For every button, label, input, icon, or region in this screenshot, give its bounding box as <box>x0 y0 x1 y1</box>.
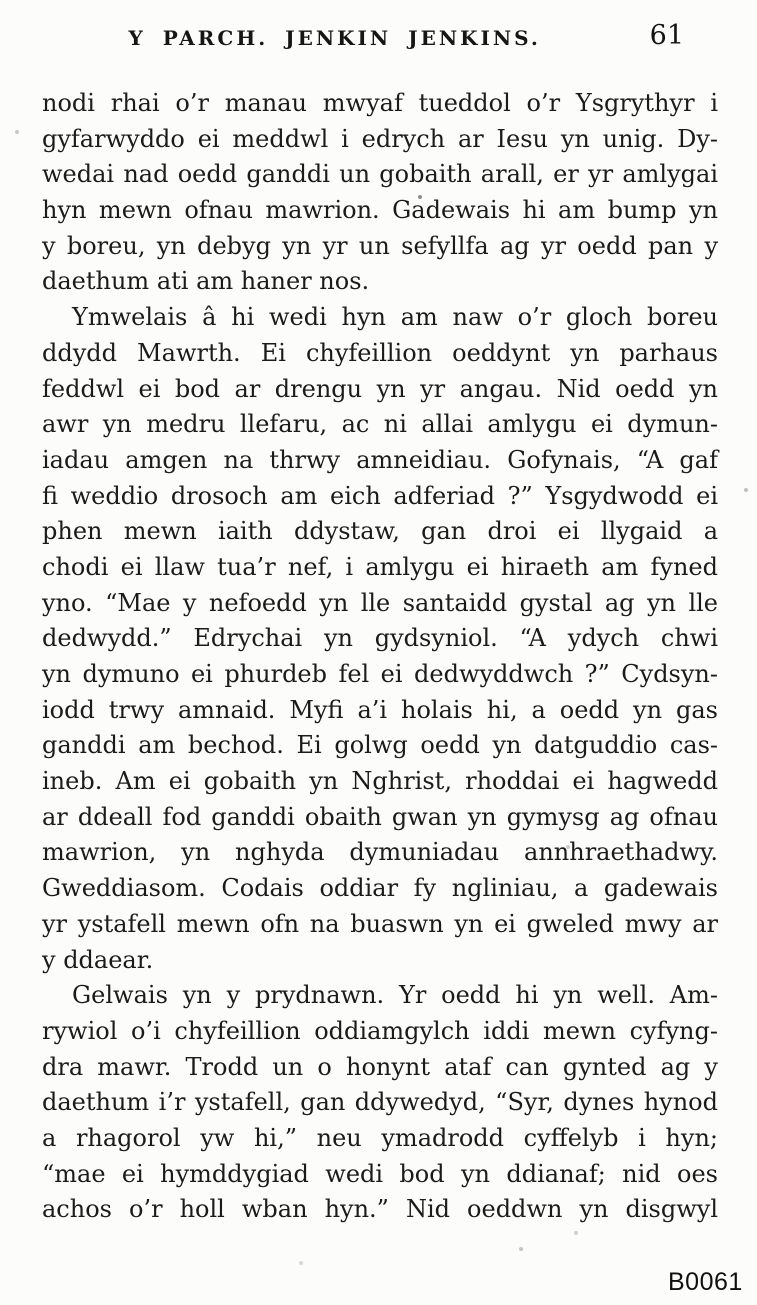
paper-specks <box>0 0 2 2</box>
text-line: Gweddiasom. Codais oddiar fy ngliniau, a gadewais <box>42 874 718 903</box>
text-line: fi weddio drosoch am eich adferiad ?” Ysgydwodd ei <box>42 481 718 510</box>
text-line: ineb. Am ei gobaith yn Nghrist, rhoddai ei hagwedd <box>42 767 718 796</box>
text-line: nodi rhai o’r manau mwyaf tueddol o’r Ysgrythyr i <box>42 89 718 117</box>
text-line: ddydd Mawrth. Ei chyfeillion oeddynt yn parhaus <box>42 338 718 367</box>
text-line: yno. “Mae y nefoedd yn lle santaidd gystal ag yn lle <box>42 588 718 617</box>
text-line: y ddaear. <box>42 945 154 974</box>
text-line: iodd trwy amnaid. Myfi a’i holais hi, a oedd yn gas <box>42 695 718 724</box>
text-line: ganddi am bechod. Ei golwg oedd yn datguddio cas- <box>42 731 718 760</box>
text-line: “mae ei hymddygiad wedi bod yn ddianaf; nid oes <box>42 1159 718 1188</box>
text-line: y boreu, yn debyg yn yr un sefyllfa ag yr oedd pan y <box>42 231 718 260</box>
text-line: dedwydd.” Edrychai yn gydsyniol. “A ydych chwi <box>42 624 718 653</box>
page-number: 61 <box>649 20 684 51</box>
text-line: rywiol o’i chyfeillion oddiamgylch iddi mewn cyfyng- <box>42 1016 718 1045</box>
text-line: phen mewn iaith ddystaw, gan droi ei llygaid a <box>42 517 718 546</box>
text-line: Ymwelais â hi wedi hyn am naw o’r gloch boreu <box>72 303 718 332</box>
text-line: mawrion, yn nghyda dymuniadau annhraethadwy. <box>42 838 718 867</box>
scan-id-watermark: B0061 <box>668 1268 743 1296</box>
text-line: daethum ati am haner nos. <box>42 267 370 296</box>
header-title: Y PARCH. JENKIN JENKINS. <box>128 26 541 50</box>
text-block <box>42 86 718 1228</box>
text-line: yr ystafell mewn ofn na buaswn yn ei gweled mwy ar <box>42 909 718 938</box>
text-line: gyfarwyddo ei meddwl i edrych ar Iesu yn unig. Dy- <box>42 124 718 153</box>
text-line: hyn mewn ofnau mawrion. Gadewais hi am bump yn <box>42 196 718 225</box>
text-line: a rhagorol yw hi,” neu ymadrodd cyffelyb i hyn; <box>42 1123 718 1152</box>
text-line: Gelwais yn y prydnawn. Yr oedd hi yn well. Am- <box>72 981 718 1010</box>
running-header <box>42 20 718 54</box>
text-line: iadau amgen na thrwy amneidiau. Gofynais, “A gaf <box>42 445 718 474</box>
text-line: yn dymuno ei phurdeb fel ei dedwyddwch ?” Cydsyn- <box>42 660 718 688</box>
text-line: achos o’r holl wban hyn.” Nid oeddwn yn disgwyl <box>42 1195 718 1224</box>
text-line: feddwl ei bod ar drengu yn yr angau. Nid oedd yn <box>42 374 718 403</box>
text-line: dra mawr. Trodd un o honynt ataf can gynted ag y <box>42 1052 718 1081</box>
text-line: wedai nad oedd ganddi un gobaith arall, er yr amlygai <box>42 160 718 189</box>
text-line: chodi ei llaw tua’r nef, i amlygu ei hiraeth am fyned <box>42 552 718 581</box>
text-line: ar ddeall fod ganddi obaith gwan yn gymysg ag ofnau <box>42 802 718 831</box>
text-line: awr yn medru llefaru, ac ni allai amlygu ei dymun- <box>42 410 718 439</box>
text-line: daethum i’r ystafell, gan ddywedyd, “Syr, dynes hynod <box>42 1088 718 1117</box>
